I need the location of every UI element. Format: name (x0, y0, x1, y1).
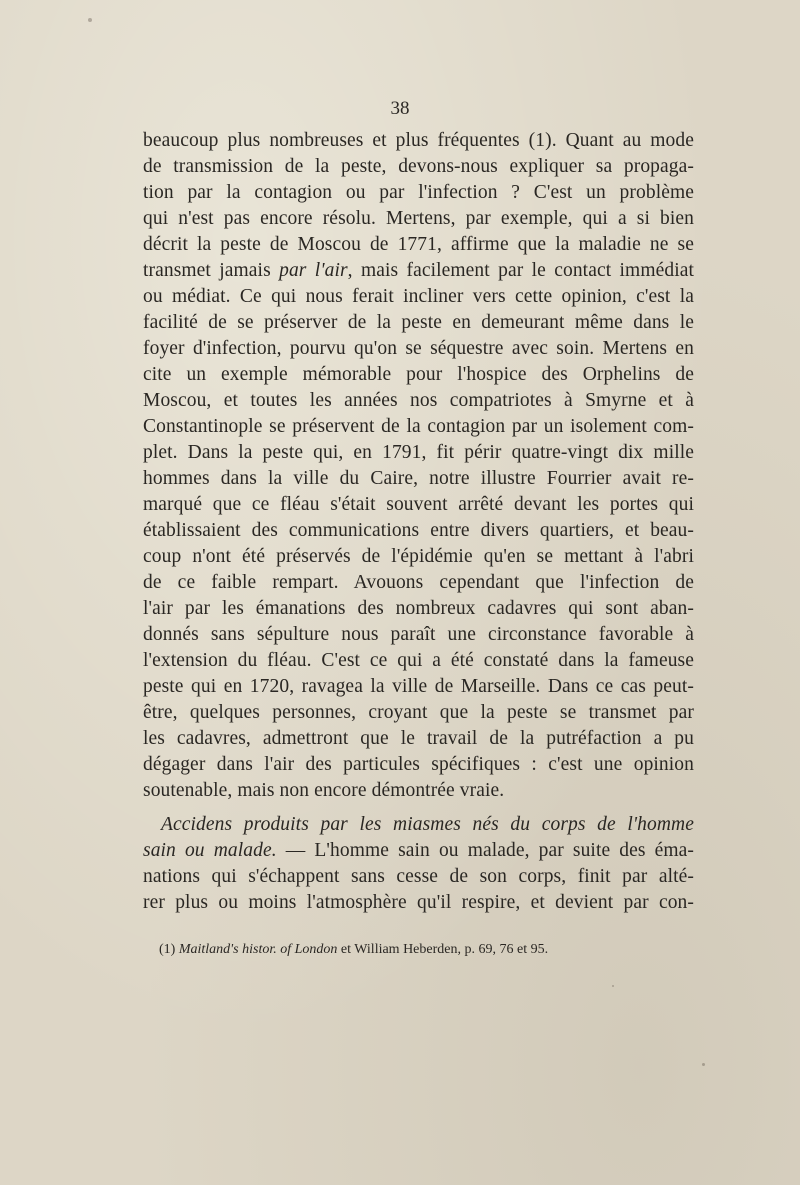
line-text: rer plus ou moins l'atmosphère qu'il respire, et devient par con- (143, 892, 694, 913)
line-text: de transmission de la peste, devons-nous expliquer sa propaga- (143, 156, 694, 177)
text-line (143, 336, 694, 362)
text-line (143, 310, 694, 336)
line-text: facilité de se préserver de la peste en demeurant même dans le (143, 312, 694, 333)
text-line (143, 466, 694, 492)
text-line (143, 778, 694, 804)
line-text: dégager dans l'air des particules spécifiques : c'est une opinion (143, 754, 694, 775)
text-line (143, 596, 694, 622)
line-text: cite un exemple mémorable pour l'hospice des Orphelins de (143, 364, 694, 385)
line-text: peste qui en 1720, ravagea la ville de Marseille. Dans ce cas peut- (143, 676, 694, 697)
text-line (143, 674, 694, 700)
line-text: Constantinople se préservent de la contagion par un isolement com- (143, 416, 694, 437)
body-text (143, 128, 694, 916)
italic-text: sain ou malade. (143, 840, 277, 861)
line-text: hommes dans la ville du Caire, notre illustre Fourrier avait re- (143, 468, 694, 489)
footnote (159, 942, 548, 958)
text-line (143, 648, 694, 674)
line-text: , mais facilement par le contact immédiat (347, 260, 694, 281)
text-line (143, 544, 694, 570)
paper-speck (612, 985, 614, 987)
text-line (143, 492, 694, 518)
line-text: nations qui s'échappent sans cesse de son corps, finit par alté- (143, 866, 694, 887)
text-line (143, 812, 694, 838)
text-line (143, 726, 694, 752)
text-line (143, 180, 694, 206)
text-line (143, 518, 694, 544)
line-text: Moscou, et toutes les années nos compatriotes à Smyrne et à (143, 390, 694, 411)
text-line (143, 864, 694, 890)
line-text: soutenable, mais non encore démontrée vraie. (143, 780, 505, 801)
line-text: transmet jamais (143, 260, 280, 281)
page-number: 38 (390, 98, 410, 119)
text-line (143, 700, 694, 726)
text-line (143, 388, 694, 414)
line-text: tion par la contagion ou par l'infection ? C'est un problème (143, 182, 694, 203)
line-text: être, quelques personnes, croyant que la peste se transmet par (143, 702, 694, 723)
text-line (143, 258, 694, 284)
line-text: coup n'ont été préservés de l'épidémie qu'en se mettant à l'abri (143, 546, 694, 567)
line-text: qui n'est pas encore résolu. Mertens, par exemple, qui a si bien (143, 208, 694, 229)
line-text: donnés sans sépulture nous paraît une circonstance favorable à (143, 624, 694, 645)
line-text: établissaient des communications entre divers quartiers, et beau- (143, 520, 694, 541)
line-text: beaucoup plus nombreuses et plus fréquentes (1). Quant au mode (143, 130, 694, 151)
text-line (143, 570, 694, 596)
text-line (143, 838, 694, 864)
footnote-marker: (1) (159, 942, 176, 957)
text-line (143, 752, 694, 778)
italic-text: Accidens produits par les miasmes nés du corps de l'homme (161, 814, 694, 835)
text-line (143, 284, 694, 310)
footnote-rest: et William Heberden, p. 69, 76 et 95. (337, 942, 549, 957)
italic-text: par l'air (279, 260, 348, 281)
line-text: décrit la peste de Moscou de 1771, affirme que la maladie ne se (143, 234, 694, 255)
text-line (143, 440, 694, 466)
line-text: — L'homme sain ou malade, par suite des éma- (276, 840, 694, 861)
line-text: marqué que ce fléau s'était souvent arrêté devant les portes qui (143, 494, 694, 515)
text-line (143, 232, 694, 258)
text-line (143, 622, 694, 648)
line-text: foyer d'infection, pourvu qu'on se séquestre avec soin. Mertens en (143, 338, 694, 359)
line-text: l'extension du fléau. C'est ce qui a été constaté dans la fameuse (143, 650, 694, 671)
line-text: ou médiat. Ce qui nous ferait incliner vers cette opinion, c'est la (143, 286, 694, 307)
line-text: plet. Dans la peste qui, en 1791, fit périr quatre-vingt dix mille (143, 442, 694, 463)
line-text: les cadavres, admettront que le travail de la putréfaction a pu (143, 728, 694, 749)
paper-speck (702, 1063, 705, 1066)
line-text: de ce faible rempart. Avouons cependant que l'infection de (143, 572, 694, 593)
text-line (143, 362, 694, 388)
text-line (143, 890, 694, 916)
text-line (143, 128, 694, 154)
line-text: l'air par les émanations des nombreux cadavres qui sont aban- (143, 598, 694, 619)
text-line (143, 154, 694, 180)
footnote-source-title: Maitland's histor. of London (178, 942, 338, 957)
text-line (143, 206, 694, 232)
paragraph-gap (143, 804, 694, 812)
text-line (143, 414, 694, 440)
paper-speck (88, 18, 92, 22)
